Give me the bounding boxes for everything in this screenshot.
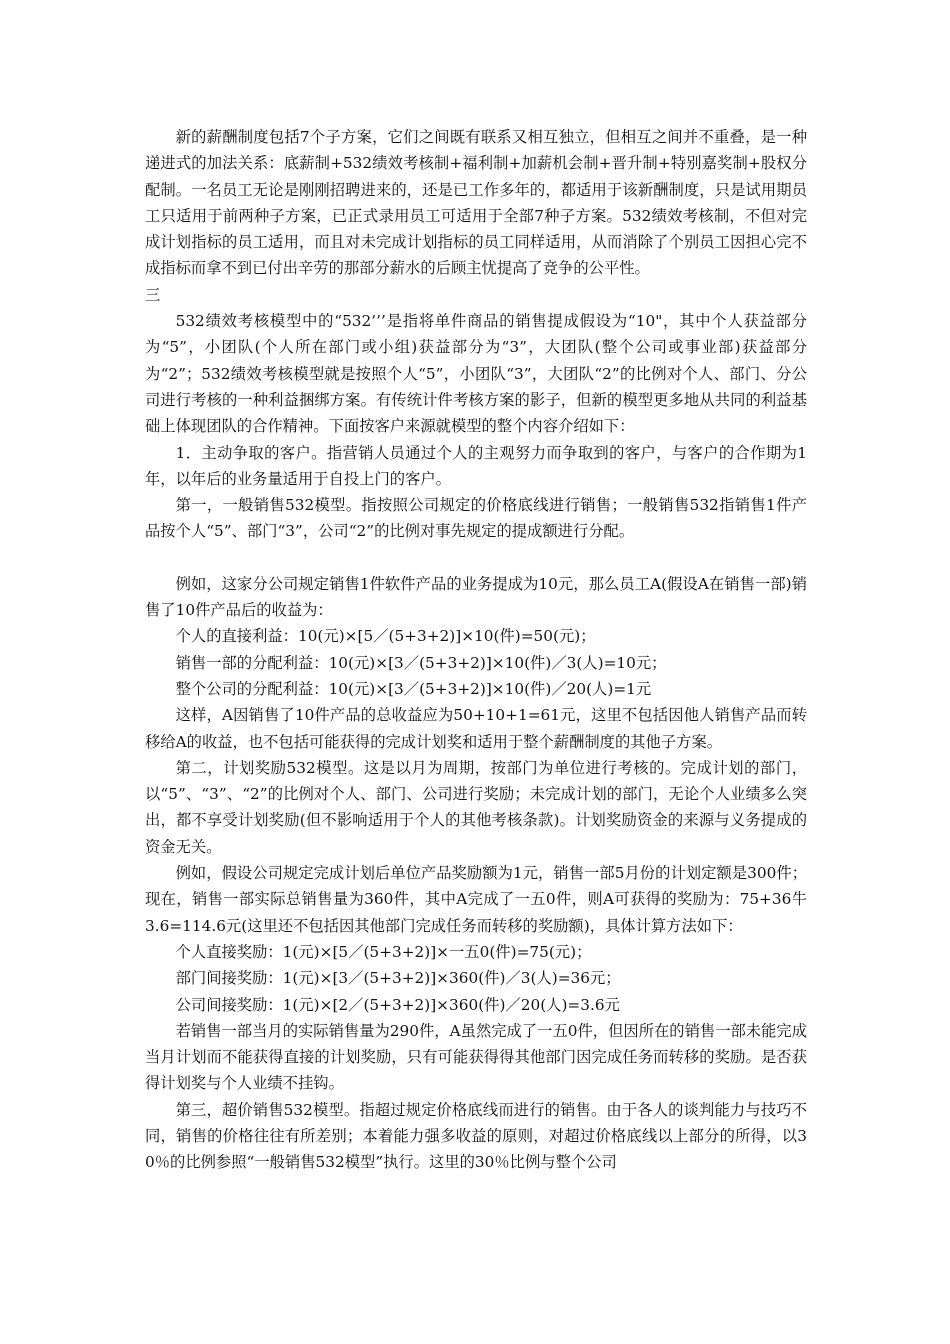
paragraph-active-customers: 1．主动争取的客户。指营销人员通过个人的主观努力而争取到的客户，与客户的合作期为1年，以年后的业务量适用于自投上门的客户。	[145, 443, 807, 488]
formula-company-indirect-reward: 公司间接奖励：1(元)×[2／(5+3+2)]×360(件)／20(人)=3.6元	[175, 995, 620, 1014]
formula-department-indirect-reward: 部门间接奖励：1(元)×[3／(5+3+2)]×360(件)／3(人)=36元；	[175, 969, 621, 988]
paragraph-example-commission: 例如，这家分公司规定销售1件软件产品的业务提成为10元，那么员工A(假设A在销售一部)销售了10件产品后的收益为：	[145, 574, 807, 620]
formula-department-benefit: 销售一部的分配利益：10(元)×[3／(5+3+2)]×10(件)／3(人)=10元；	[175, 653, 667, 672]
paragraph-premium-sales-model: 第三，超价销售532模型。指超过规定价格底线而进行的销售。由于各人的谈判能力与技巧不同，销售的价格往往有所差别；本着能力强多收益的原则，对超过价格底线以上部分的所得，以30％的比例参照“一般销售532模型”执行。这里的30％比例与整个公司	[145, 1100, 807, 1172]
paragraph-total-income: 这样，A因销售了10件产品的总收益应为50+10+1=61元，这里不包括因他人销售产品而转移给A的收益，也不包括可能获得的完成计划奖和适用于整个薪酬制度的其他子方案。	[145, 706, 807, 751]
document-body	[145, 124, 807, 1176]
paragraph-general-sales-model: 第一，一般销售532模型。指按照公司规定的价格底线进行销售；一般销售532指销售1件产品按个人“5”、部门“3”，公司“2”的比例对事先规定的提成额进行分配。	[145, 496, 807, 541]
formula-personal-direct-benefit: 个人的直接利益：10(元)×[5／(5+3+2)]×10(件)=50(元)；	[175, 627, 596, 646]
formula-company-benefit: 整个公司的分配利益：10(元)×[3／(5+3+2)]×10(件)／20(人)=1元	[175, 679, 652, 698]
blank-line	[145, 545, 807, 571]
paragraph-plan-not-met: 若销售一部当月的实际销售量为290件，A虽然完成了一五0件，但因所在的销售一部未能完成当月计划而不能获得直接的计划奖励，只有可能获得得其他部门因完成任务而转移的奖励。是否获得计划奖与个人业绩不挂钩。	[145, 1021, 807, 1093]
paragraph-salary-system: 新的薪酬制度包括7个子方案，它们之间既有联系又相互独立，但相互之间并不重叠，是一种递进式的加法关系：底薪制+532绩效考核制+福利制+加薪机会制+晋升制+特别嘉奖制+股权分配制。一名员工无论是刚刚招聘进来的，还是已工作多年的，都适用于该新酬制度，只是试用期员工只适用于前两种子方案，已正式录用员工可适用于全部7种子方案。532绩效考核制，不但对完成计划指标的员工适用，而且对未完成计划指标的员工同样适用，从而消除了个别员工因担心完不成指标而拿不到已付出辛劳的那部分薪水的后顾主忧提高了竞争的公平性。	[145, 128, 807, 278]
paragraph-532-model-intro: 532绩效考核模型中的“532’’’是指将单件商品的销售提成假设为“10"，其中个人获益部分为“5”，小团队(个人所在部门或小组)获益部分为“3”，大团队(整个公司或事业部)获益部分为“2”；532绩效考核模型就是按照个人“5”，小团队“3”，大团队“2”的比例对个人、部门、分公司进行考核的一种利益捆绑方案。有传统计件考核方案的影子，但新的模型更多地从共同的利益基础上体现团队的合作精神。下面按客户来源就模型的整个内容介绍如下：	[145, 312, 807, 436]
formula-personal-direct-reward: 个人直接奖励：1(元)×[5／(5+3+2)]×一五0(件)=75(元)；	[175, 942, 592, 961]
section-heading-three: 三	[145, 285, 161, 304]
paragraph-plan-reward-model: 第二，计划奖励532模型。这是以月为周期，按部门为单位进行考核的。完成计划的部门，以“5”、“3”、“2”的比例对个人、部门、公司进行奖励；未完成计划的部门，无论个人业绩多么突出，都不享受计划奖励(但不影响适用于个人的其他考核条款)。计划奖励资金的来源与义务提成的资金无关。	[145, 758, 807, 856]
paragraph-example-plan-reward: 例如，假设公司规定完成计划后单位产品奖励额为1元，销售一部5月份的计划定额是300件；现在，销售一部实际总销售量为360件，其中A完成了一五0件，则A可获得的奖励为：75+36牛3.6=114.6元(这里还不包括因其他部门完成任务而转移的奖励额)，具体计算方法如下：	[145, 864, 807, 935]
